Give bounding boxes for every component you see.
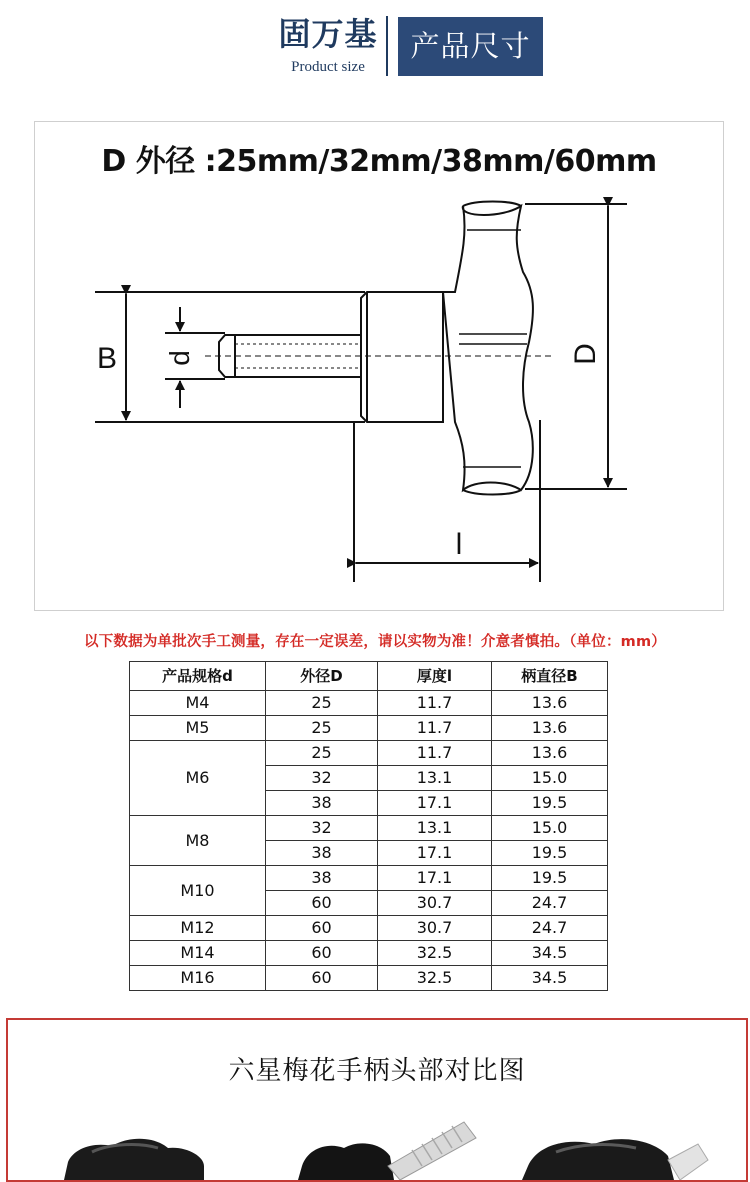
- outer-diameter-cell: 38: [266, 841, 378, 866]
- shank-diameter-cell: 15.0: [492, 816, 608, 841]
- outer-diameter-cell: 32: [266, 766, 378, 791]
- spec-cell: M10: [130, 866, 266, 916]
- thickness-cell: 13.1: [378, 766, 492, 791]
- thickness-cell: 17.1: [378, 791, 492, 816]
- section-title: 产品尺寸: [398, 17, 543, 76]
- table-row: [130, 916, 608, 941]
- header-outer-diameter: 外径D: [266, 662, 378, 691]
- thickness-cell: 11.7: [378, 716, 492, 741]
- comparison-title: 六星梅花手柄头部对比图: [228, 1056, 526, 1086]
- thickness-cell: 32.5: [378, 966, 492, 991]
- shank-diameter-cell: 13.6: [492, 691, 608, 716]
- knob-drawing: [35, 122, 723, 610]
- shank-diameter-cell: 34.5: [492, 941, 608, 966]
- outer-diameter-cell: 25: [266, 716, 378, 741]
- spec-cell: M14: [130, 941, 266, 966]
- thickness-cell: 11.7: [378, 691, 492, 716]
- spec-table: [129, 661, 608, 991]
- label-d-small: d: [164, 350, 195, 366]
- table-row: [130, 941, 608, 966]
- outer-diameter-cell: 60: [266, 916, 378, 941]
- table-row: [130, 866, 608, 891]
- shank-diameter-cell: 19.5: [492, 841, 608, 866]
- spec-cell: M5: [130, 716, 266, 741]
- shank-diameter-cell: 24.7: [492, 891, 608, 916]
- thickness-cell: 30.7: [378, 916, 492, 941]
- thickness-cell: 30.7: [378, 891, 492, 916]
- label-b: B: [96, 342, 118, 375]
- shank-diameter-cell: 19.5: [492, 791, 608, 816]
- outer-diameter-cell: 60: [266, 966, 378, 991]
- outer-diameter-cell: 32: [266, 816, 378, 841]
- outer-diameter-cell: 60: [266, 941, 378, 966]
- knob-photo-3: [522, 1139, 708, 1180]
- table-row: [130, 816, 608, 841]
- shank-diameter-cell: 13.6: [492, 741, 608, 766]
- outer-diameter-cell: 38: [266, 866, 378, 891]
- table-row: [130, 716, 608, 741]
- table-body: [130, 691, 608, 991]
- shank-diameter-cell: 19.5: [492, 866, 608, 891]
- brand-logo: [273, 14, 383, 76]
- outer-diameter-cell: 25: [266, 691, 378, 716]
- header-divider: [386, 16, 388, 76]
- thickness-cell: 11.7: [378, 741, 492, 766]
- spec-cell: M4: [130, 691, 266, 716]
- outer-diameter-cell: 60: [266, 891, 378, 916]
- shank-diameter-cell: 24.7: [492, 916, 608, 941]
- brand-name-cn: 固万基: [278, 15, 378, 53]
- table-row: [130, 691, 608, 716]
- header-thickness: 厚度l: [378, 662, 492, 691]
- dimension-diagram: [34, 121, 724, 611]
- knob-photo-2: [298, 1122, 476, 1180]
- header-spec: 产品规格d: [130, 662, 266, 691]
- table-row: [130, 741, 608, 766]
- shank-diameter-cell: 13.6: [492, 716, 608, 741]
- thickness-cell: 17.1: [378, 841, 492, 866]
- spec-cell: M6: [130, 741, 266, 816]
- knob-photos: [8, 1020, 746, 1180]
- knob-photo-1: [64, 1139, 204, 1180]
- spec-cell: M12: [130, 916, 266, 941]
- comparison-section: [6, 1018, 748, 1182]
- spec-cell: M8: [130, 816, 266, 866]
- shank-diameter-cell: 34.5: [492, 966, 608, 991]
- spec-cell: M16: [130, 966, 266, 991]
- outer-diameter-cell: 38: [266, 791, 378, 816]
- shank-diameter-cell: 15.0: [492, 766, 608, 791]
- header-shank-diameter: 柄直径B: [492, 662, 608, 691]
- label-d-outer: D: [569, 343, 602, 365]
- outer-diameter-cell: 25: [266, 741, 378, 766]
- brand-name-en: Product size: [291, 59, 365, 75]
- table-header-row: [130, 662, 608, 691]
- label-l: l: [455, 528, 463, 561]
- measurement-note: 以下数据为单批次手工测量，存在一定误差，请以实物为准！介意者慎拍。（单位：mm）: [84, 634, 666, 650]
- diagram-title: D 外径 :25mm/32mm/38mm/60mm: [101, 144, 657, 179]
- thickness-cell: 32.5: [378, 941, 492, 966]
- table-row: [130, 966, 608, 991]
- thickness-cell: 17.1: [378, 866, 492, 891]
- thickness-cell: 13.1: [378, 816, 492, 841]
